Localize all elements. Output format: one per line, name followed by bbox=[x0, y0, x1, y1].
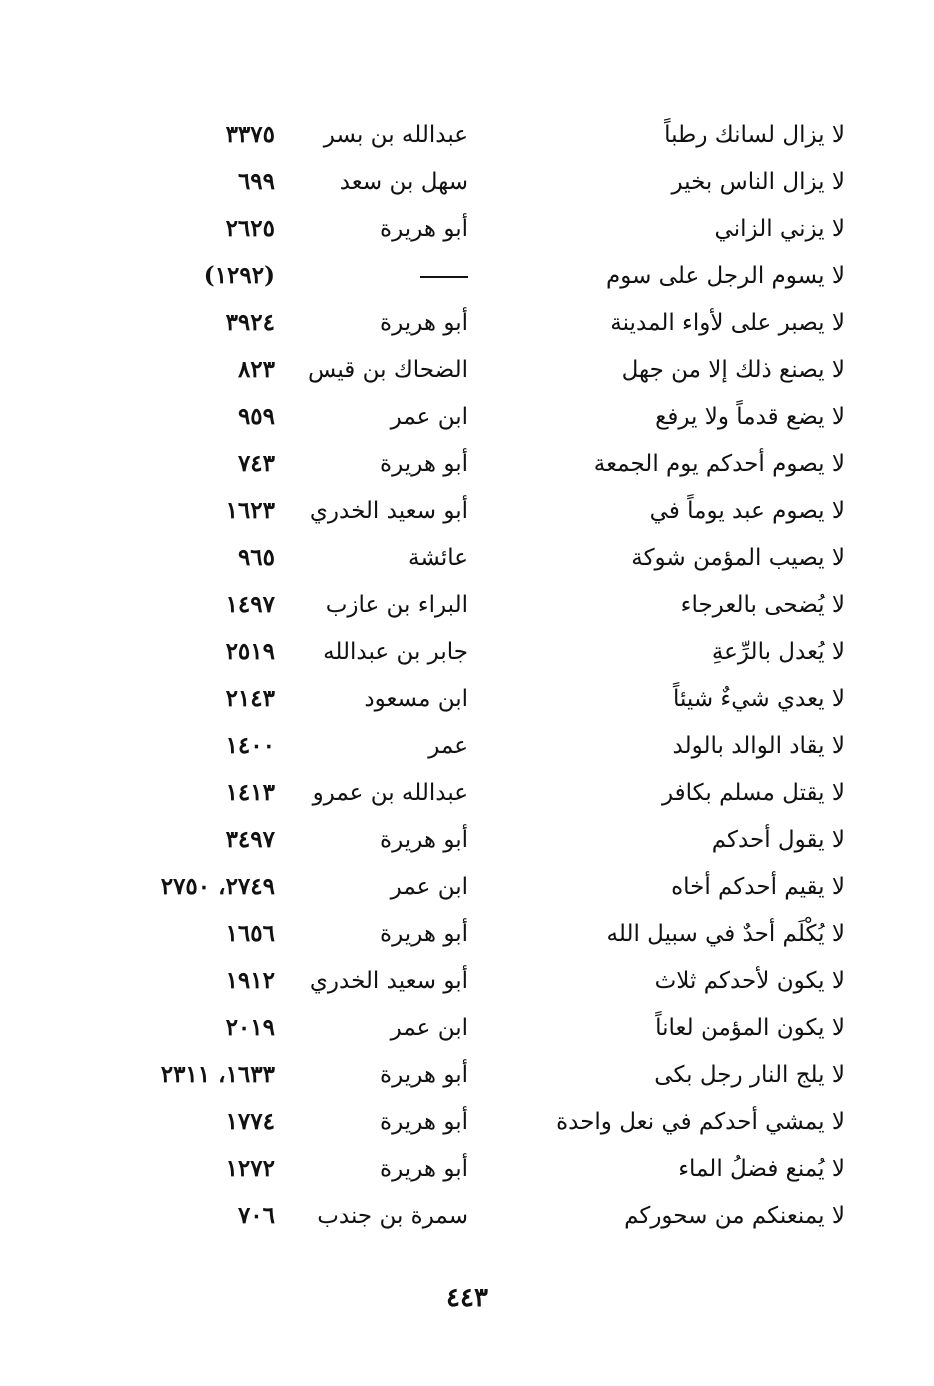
narrator-name: أبو سعيد الخدري bbox=[309, 498, 468, 524]
hadith-number: ١٩١٢ bbox=[225, 967, 275, 994]
hadith-number: ٢٥١٩ bbox=[225, 638, 275, 665]
hadith-index-table bbox=[130, 112, 845, 1240]
index-row bbox=[130, 206, 845, 253]
hadith-text: لا يصوم أحدكم يوم الجمعة bbox=[593, 451, 845, 477]
narrator-dash bbox=[268, 259, 468, 293]
narrator-name: أبو هريرة bbox=[380, 1156, 468, 1182]
hadith-number: ٢١٤٣ bbox=[225, 685, 275, 712]
index-row bbox=[130, 1099, 845, 1146]
hadith-text: لا يسوم الرجل على سوم bbox=[605, 263, 845, 289]
hadith-number: ٨٢٣ bbox=[237, 356, 275, 383]
index-row bbox=[130, 817, 845, 864]
narrator-name: أبو هريرة bbox=[380, 1109, 468, 1135]
hadith-number: ٦٩٩ bbox=[237, 168, 275, 195]
index-row bbox=[130, 770, 845, 817]
hadith-number: ٢٦٢٥ bbox=[225, 215, 275, 242]
hadith-number: ٩٥٩ bbox=[237, 403, 275, 430]
narrator-name: أبو سعيد الخدري bbox=[309, 968, 468, 994]
narrator-name: عمر bbox=[428, 733, 468, 759]
index-row bbox=[130, 1193, 845, 1240]
hadith-text: لا يكون لأحدكم ثلاث bbox=[654, 968, 845, 994]
index-row bbox=[130, 1146, 845, 1193]
index-row bbox=[130, 723, 845, 770]
narrator-name: ابن عمر bbox=[390, 874, 468, 900]
narrator-name: جابر بن عبدالله bbox=[323, 639, 468, 665]
hadith-text: لا يلج النار رجل بكى bbox=[654, 1062, 845, 1088]
narrator-name: ابن عمر bbox=[390, 404, 468, 430]
narrator-name: عبدالله بن عمرو bbox=[312, 780, 468, 806]
hadith-text: لا يضع قدماً ولا يرفع bbox=[655, 404, 845, 430]
hadith-text: لا يمنعنكم من سحوركم bbox=[624, 1203, 845, 1229]
hadith-text: لا يُمنع فضلُ الماء bbox=[678, 1156, 845, 1182]
index-row bbox=[130, 676, 845, 723]
hadith-number: ٢٧٤٩، ٢٧٥٠ bbox=[160, 873, 275, 900]
hadith-text: لا يصبر على لأواء المدينة bbox=[610, 310, 845, 336]
hadith-text: لا يُكْلَم أحدٌ في سبيل الله bbox=[606, 921, 845, 947]
index-row bbox=[130, 582, 845, 629]
hadith-number: ٣٤٩٧ bbox=[225, 826, 275, 853]
hadith-number: ١٢٧٢ bbox=[225, 1155, 275, 1182]
index-row bbox=[130, 1005, 845, 1052]
index-row bbox=[130, 300, 845, 347]
hadith-text: لا يصيب المؤمن شوكة bbox=[631, 545, 845, 571]
hadith-number: ٩٦٥ bbox=[237, 544, 275, 571]
narrator-name: عائشة bbox=[408, 545, 468, 571]
hadith-number: ١٤٠٠ bbox=[225, 732, 275, 759]
hadith-text: لا يقول أحدكم bbox=[711, 827, 845, 853]
index-row bbox=[130, 535, 845, 582]
hadith-text: لا يُضحى بالعرجاء bbox=[680, 592, 845, 618]
hadith-number: ١٦٥٦ bbox=[225, 920, 275, 947]
hadith-number: ١٦٣٣، ٢٣١١ bbox=[160, 1061, 275, 1088]
hadith-text: لا يعدي شيءٌ شيئاً bbox=[672, 686, 845, 712]
hadith-number: ١٦٢٣ bbox=[225, 497, 275, 524]
index-row bbox=[130, 864, 845, 911]
index-row bbox=[130, 958, 845, 1005]
index-row bbox=[130, 394, 845, 441]
hadith-text: لا يقتل مسلم بكافر bbox=[661, 780, 845, 806]
narrator-name: سمرة بن جندب bbox=[317, 1203, 468, 1229]
index-row bbox=[130, 488, 845, 535]
dash-line bbox=[420, 276, 468, 278]
narrator-name: أبو هريرة bbox=[380, 921, 468, 947]
index-row bbox=[130, 911, 845, 958]
index-row bbox=[130, 441, 845, 488]
narrator-name: البراء بن عازب bbox=[325, 592, 468, 618]
narrator-name: عبدالله بن بسر bbox=[323, 122, 468, 148]
hadith-number: ٧٠٦ bbox=[237, 1202, 275, 1229]
hadith-text: لا يصنع ذلك إلا من جهل bbox=[621, 357, 845, 383]
index-row bbox=[130, 1052, 845, 1099]
index-row bbox=[130, 159, 845, 206]
hadith-number: ١٧٧٤ bbox=[225, 1108, 275, 1135]
hadith-number: ١٤٩٧ bbox=[225, 591, 275, 618]
hadith-text: لا يصوم عبد يوماً في bbox=[649, 498, 845, 524]
hadith-text: لا يزال لسانك رطباً bbox=[664, 122, 845, 148]
hadith-text: لا يُعدل بالرِّعةِ bbox=[711, 639, 845, 665]
narrator-name: ابن مسعود bbox=[364, 686, 468, 712]
narrator-name: أبو هريرة bbox=[380, 451, 468, 477]
narrator-name: أبو هريرة bbox=[380, 310, 468, 336]
narrator-name: ابن عمر bbox=[390, 1015, 468, 1041]
narrator-name: أبو هريرة bbox=[380, 1062, 468, 1088]
hadith-text: لا يزال الناس بخير bbox=[671, 169, 845, 195]
hadith-number: ٧٤٣ bbox=[237, 450, 275, 477]
narrator-name: أبو هريرة bbox=[380, 827, 468, 853]
hadith-number: ٣٩٢٤ bbox=[225, 309, 275, 336]
hadith-number: ٢٠١٩ bbox=[225, 1014, 275, 1041]
narrator-name: الضحاك بن قيس bbox=[308, 357, 468, 383]
narrator-name: سهل بن سعد bbox=[339, 169, 468, 195]
narrator-name: أبو هريرة bbox=[380, 216, 468, 242]
hadith-text: لا يقيم أحدكم أخاه bbox=[671, 874, 845, 900]
page-number: ٤٤٣ bbox=[446, 1283, 488, 1313]
hadith-text: لا يزني الزاني bbox=[714, 216, 845, 242]
hadith-number: ١٤١٣ bbox=[225, 779, 275, 806]
hadith-text: لا يقاد الوالد بالولد bbox=[672, 733, 845, 759]
hadith-text: لا يكون المؤمن لعاناً bbox=[655, 1015, 845, 1041]
index-row bbox=[130, 253, 845, 300]
hadith-number: ٣٣٧٥ bbox=[225, 121, 275, 148]
hadith-number: (١٢٩٢) bbox=[203, 262, 275, 289]
index-row bbox=[130, 629, 845, 676]
index-row bbox=[130, 112, 845, 159]
hadith-text: لا يمشي أحدكم في نعل واحدة bbox=[556, 1109, 845, 1135]
index-row bbox=[130, 347, 845, 394]
